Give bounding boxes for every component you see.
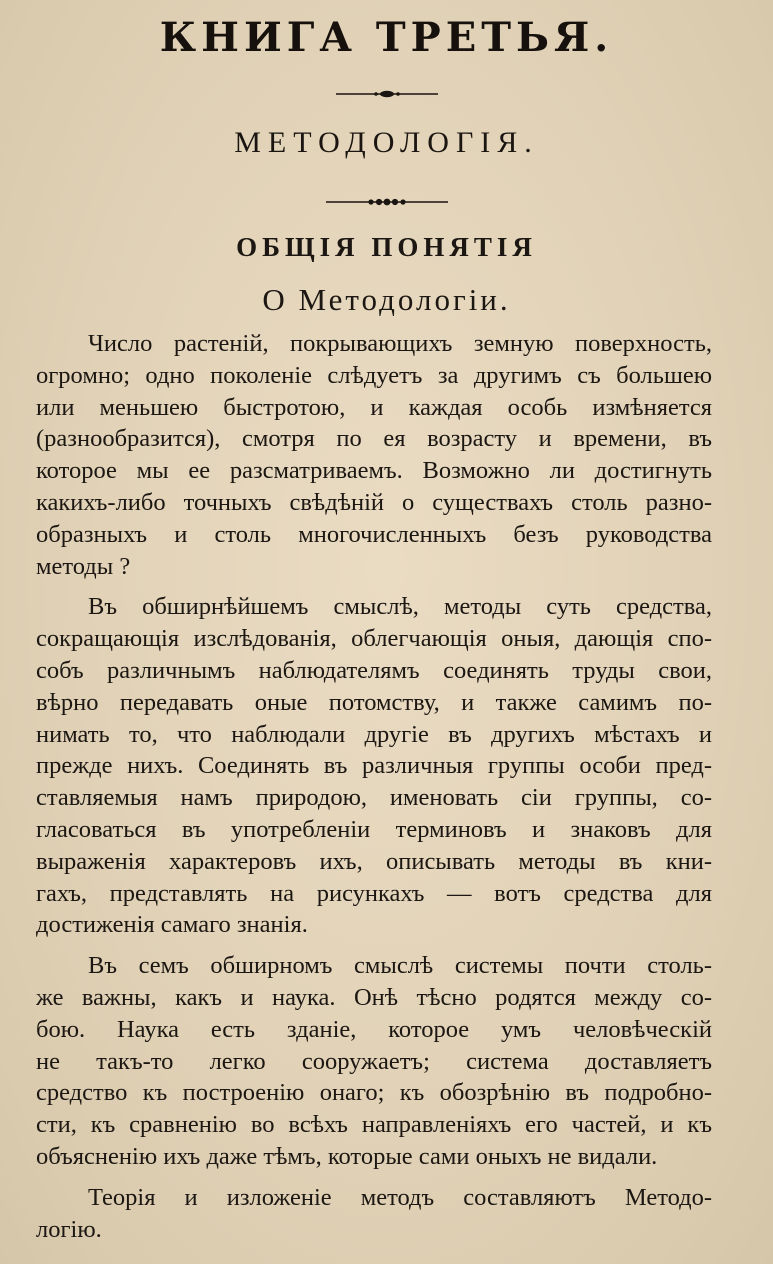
book-title: КНИГА ТРЕТЬЯ.: [159, 14, 614, 61]
text-line: достиженія самаго знанія.: [36, 911, 308, 939]
text-line: гахъ, представлять на рисункахъ — вотъ средства для: [36, 879, 712, 907]
paragraph-gap: [36, 582, 712, 591]
text-line: или меньшею быстротою, и каждая особь измѣняется: [36, 393, 712, 421]
paragraph-gap: [36, 941, 712, 950]
text-line: средство къ построенію онаго; къ обозрѣнію въ подробно-: [36, 1079, 712, 1107]
subheading: ОБЩІЯ ПОНЯТІЯ: [236, 232, 537, 262]
section-title: МЕТОДОЛОГІЯ.: [234, 126, 539, 159]
text-line: объясненію ихъ даже тѣмъ, которые сами оныхъ не видали.: [36, 1142, 658, 1170]
text-line: огромно; одно поколеніе слѣдуетъ за другимъ съ большею: [36, 361, 712, 389]
ornament-divider-top: [0, 88, 773, 105]
text-line: логію.: [36, 1215, 102, 1243]
text-line: образныхъ и столь многочисленныхъ безъ руководства: [36, 520, 712, 548]
text-line: собъ различнымъ наблюдателямъ соединять труды свои,: [36, 656, 712, 684]
text-line: же важны, какъ и наука. Онѣ тѣсно родятся между со-: [36, 983, 712, 1011]
text-line: выраженія характеровъ ихъ, описывать методы въ кни-: [36, 847, 712, 875]
text-line: ставляемыя намъ природою, именовать сіи группы, со-: [36, 784, 712, 812]
paragraph: [36, 591, 712, 941]
text-line: нимать то, что наблюдали другіе въ другихъ мѣстахъ и: [36, 720, 712, 748]
ornament-divider-middle: [0, 196, 773, 213]
text-line: не такъ-то легко сооружаетъ; система доставляетъ: [36, 1047, 712, 1075]
text-line: Въ семъ обширномъ смыслѣ системы почти столь-: [88, 952, 712, 980]
text-line: Число растеній, покрывающихъ земную поверхность,: [88, 330, 712, 357]
text-line: бою. Наука есть зданіе, которое умъ человѣческій: [36, 1015, 712, 1043]
text-line: прежде нихъ. Соединять въ различныя группы особи пред-: [36, 752, 712, 780]
text-line: которое мы ее разсматриваемъ. Возможно ли достигнуть: [36, 457, 712, 485]
text-line: Въ обширнѣйшемъ смыслѣ, методы суть средства,: [88, 593, 712, 621]
text-line: (разнообразится), смотря по ея возрасту и времени, въ: [36, 425, 712, 453]
text-line: сокращающія изслѣдованія, облегчающія оныя, дающія спо-: [36, 625, 712, 653]
text-line: какихъ-либо точныхъ свѣдѣній о существахъ столь разно-: [36, 488, 712, 516]
paragraph: [36, 950, 712, 1173]
text-line: методы ?: [36, 552, 131, 580]
paragraph-gap: [36, 1173, 712, 1182]
text-line: Теорія и изложеніе методъ составляютъ Методо-: [88, 1183, 712, 1211]
text-line: гласоваться въ употребленіи терминовъ и знаковъ для: [36, 815, 712, 843]
paragraph: [36, 328, 712, 582]
sub-subheading: О Методологіи.: [262, 282, 511, 317]
text-line: сти, къ сравненію во всѣхъ направленіяхъ его частей, и къ: [36, 1111, 712, 1139]
text-line: вѣрно передавать оные потомству, и также самимъ по-: [36, 688, 712, 716]
body-text: [36, 328, 712, 1245]
ornament-rule-icon: [322, 196, 452, 208]
paragraph: [36, 1182, 712, 1246]
ornament-rule-icon: [332, 88, 442, 100]
